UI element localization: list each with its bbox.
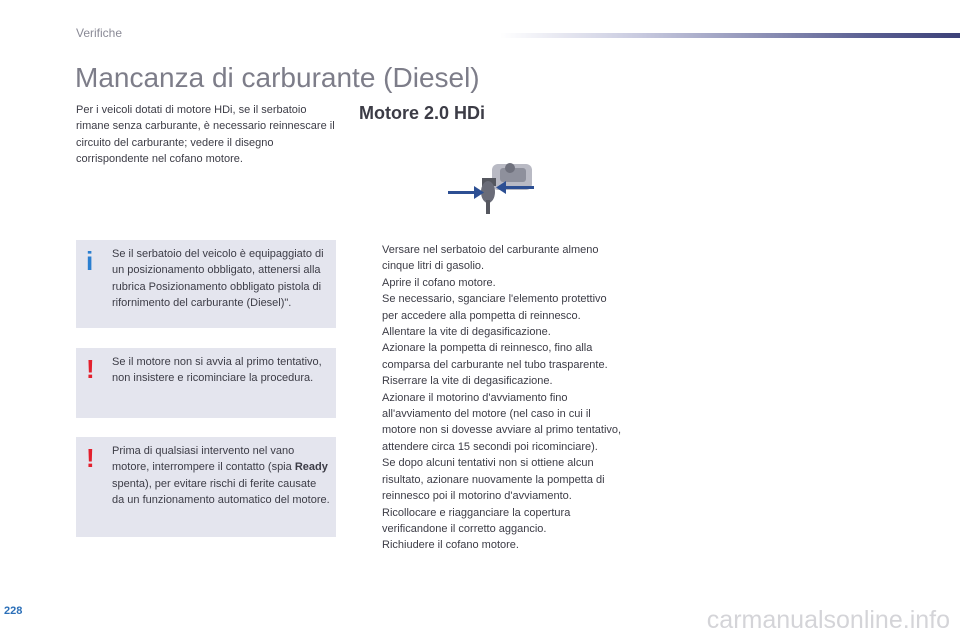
info-icon: i (86, 246, 94, 276)
list-item: Se necessario, sganciare l'elemento protettivo per accedere alla pompetta di reinnesco. (382, 293, 607, 322)
intro-paragraph: Per i veicoli dotati di motore HDi, se il serbatoio rimane senza carburante, è necessario reinnescare il circuito del carburante; vedere il disegno corrispondente nel cofano motore. (76, 104, 335, 166)
info-note-text: Se il serbatoio del veicolo è equipaggiato di un posizionamento obbligato, attenersi alla rubrica Posizionamento obbligato pistola di rifornimento del carburante (Diesel)". (112, 248, 324, 310)
list-item: Se dopo alcuni tentativi non si ottiene alcun risultato, azionare nuovamente la pompetta di reinnesco poi il motorino d'avviamento. (382, 457, 605, 503)
list-item: Versare nel serbatoio del carburante almeno cinque litri di gasolio. (382, 244, 599, 273)
engine-title: Motore 2.0 HDi (359, 103, 486, 123)
warning-text-part: Prima di qualsiasi intervento nel vano motore, interrompere il contatto (spia (112, 445, 295, 474)
warning-note-ignition (76, 437, 336, 537)
warning-note-restart-text: Se il motore non si avvia al primo tentativo, non insistere e ricominciare la procedura. (112, 356, 322, 385)
warning-note-ignition-text (112, 443, 330, 509)
list-item: Riserrare la vite di degasificazione. (382, 375, 553, 388)
header-accent-bar (500, 33, 960, 38)
warning-icon: ! (86, 354, 95, 384)
procedure-steps (359, 242, 624, 554)
list-item: Azionare il motorino d'avviamento fino all'avviamento del motore (nel caso in cui il motore non si dovesse avviare al primo tentativo, attendere circa 15 secondi poi ricominciare). (382, 391, 622, 453)
list-item: Richiudere il cofano motore. (382, 539, 519, 552)
page-title: Mancanza di carburante (Diesel) (75, 62, 480, 93)
watermark: carmanualsonline.info (706, 606, 950, 634)
ready-lamp-label: Ready (294, 461, 328, 474)
list-item: Ricollocare e riagganciare la copertura verificandone il corretto aggancio. (382, 506, 571, 535)
list-item: Allentare la vite di degasificazione. (382, 326, 551, 339)
list-item: Aprire il cofano motore. (382, 276, 496, 289)
section-label: Verifiche (76, 26, 123, 40)
info-note (76, 240, 336, 328)
warning-text-part: spenta), per evitare rischi di ferite causate da un funzionamento automatico del motore. (112, 477, 330, 507)
page-number: 228 (4, 605, 23, 617)
list-item: Azionare la pompetta di reinnesco, fino alla comparsa del carburante nel tubo trasparente. (382, 342, 608, 371)
warning-note-restart (76, 348, 336, 418)
priming-pump-illustration (444, 160, 539, 215)
warning-icon: ! (86, 443, 95, 473)
